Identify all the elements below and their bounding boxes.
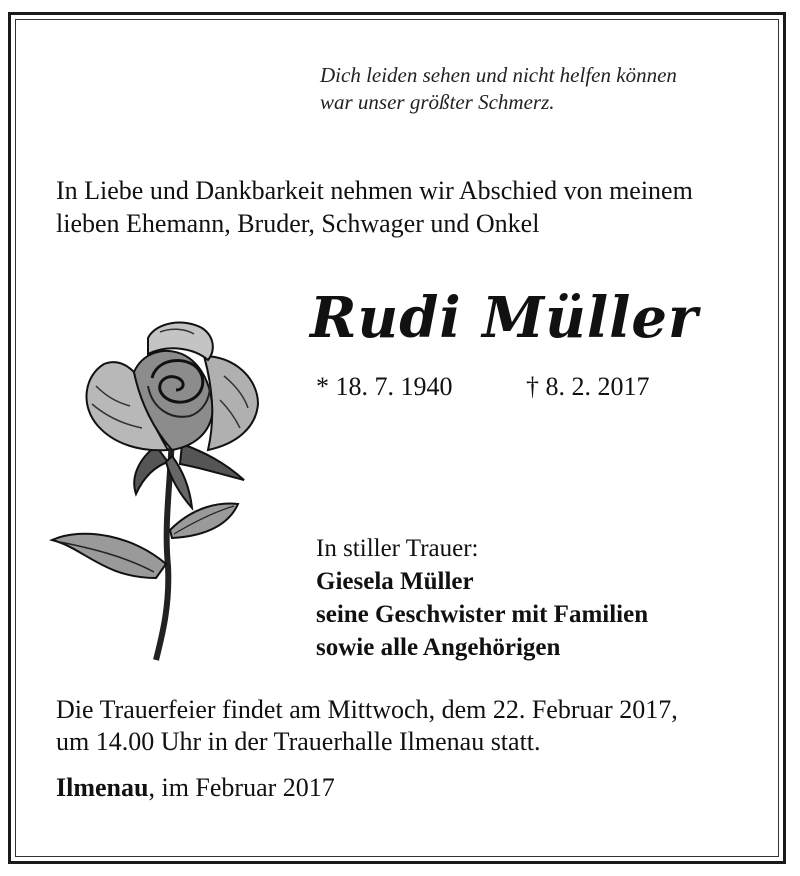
place-city: Ilmenau	[56, 773, 149, 802]
motto-quote	[320, 62, 760, 116]
motto-line-2: war unser größter Schmerz.	[320, 90, 555, 114]
rose-icon	[44, 316, 274, 662]
deceased-name: Rudi Müller	[310, 285, 699, 351]
mourners-heading: In stiller Trauer:	[316, 535, 479, 562]
ceremony-line-1: Die Trauerfeier findet am Mittwoch, dem 22. Februar 2017,	[56, 695, 678, 724]
ceremony-info	[56, 694, 756, 758]
intro-line-2: lieben Ehemann, Bruder, Schwager und Onkel	[56, 209, 540, 238]
motto-line-1: Dich leiden sehen und nicht helfen können	[320, 63, 677, 87]
intro-line-1: In Liebe und Dankbarkeit nehmen wir Abschied von meinem	[56, 176, 693, 205]
mourner-name: Giesela Müller	[316, 568, 474, 595]
mourner-name: seine Geschwister mit Familien	[316, 601, 649, 628]
place-date: , im Februar 2017	[148, 773, 335, 802]
intro-text	[56, 174, 756, 240]
mourners-block	[316, 532, 756, 664]
mourner-name: sowie alle Angehörigen	[316, 634, 561, 661]
birth-date: * 18. 7. 1940	[316, 372, 453, 401]
death-date: † 8. 2. 2017	[526, 372, 650, 401]
place-and-date	[56, 772, 756, 804]
ceremony-line-2: um 14.00 Uhr in der Trauerhalle Ilmenau statt.	[56, 727, 541, 756]
life-dates	[316, 370, 756, 404]
